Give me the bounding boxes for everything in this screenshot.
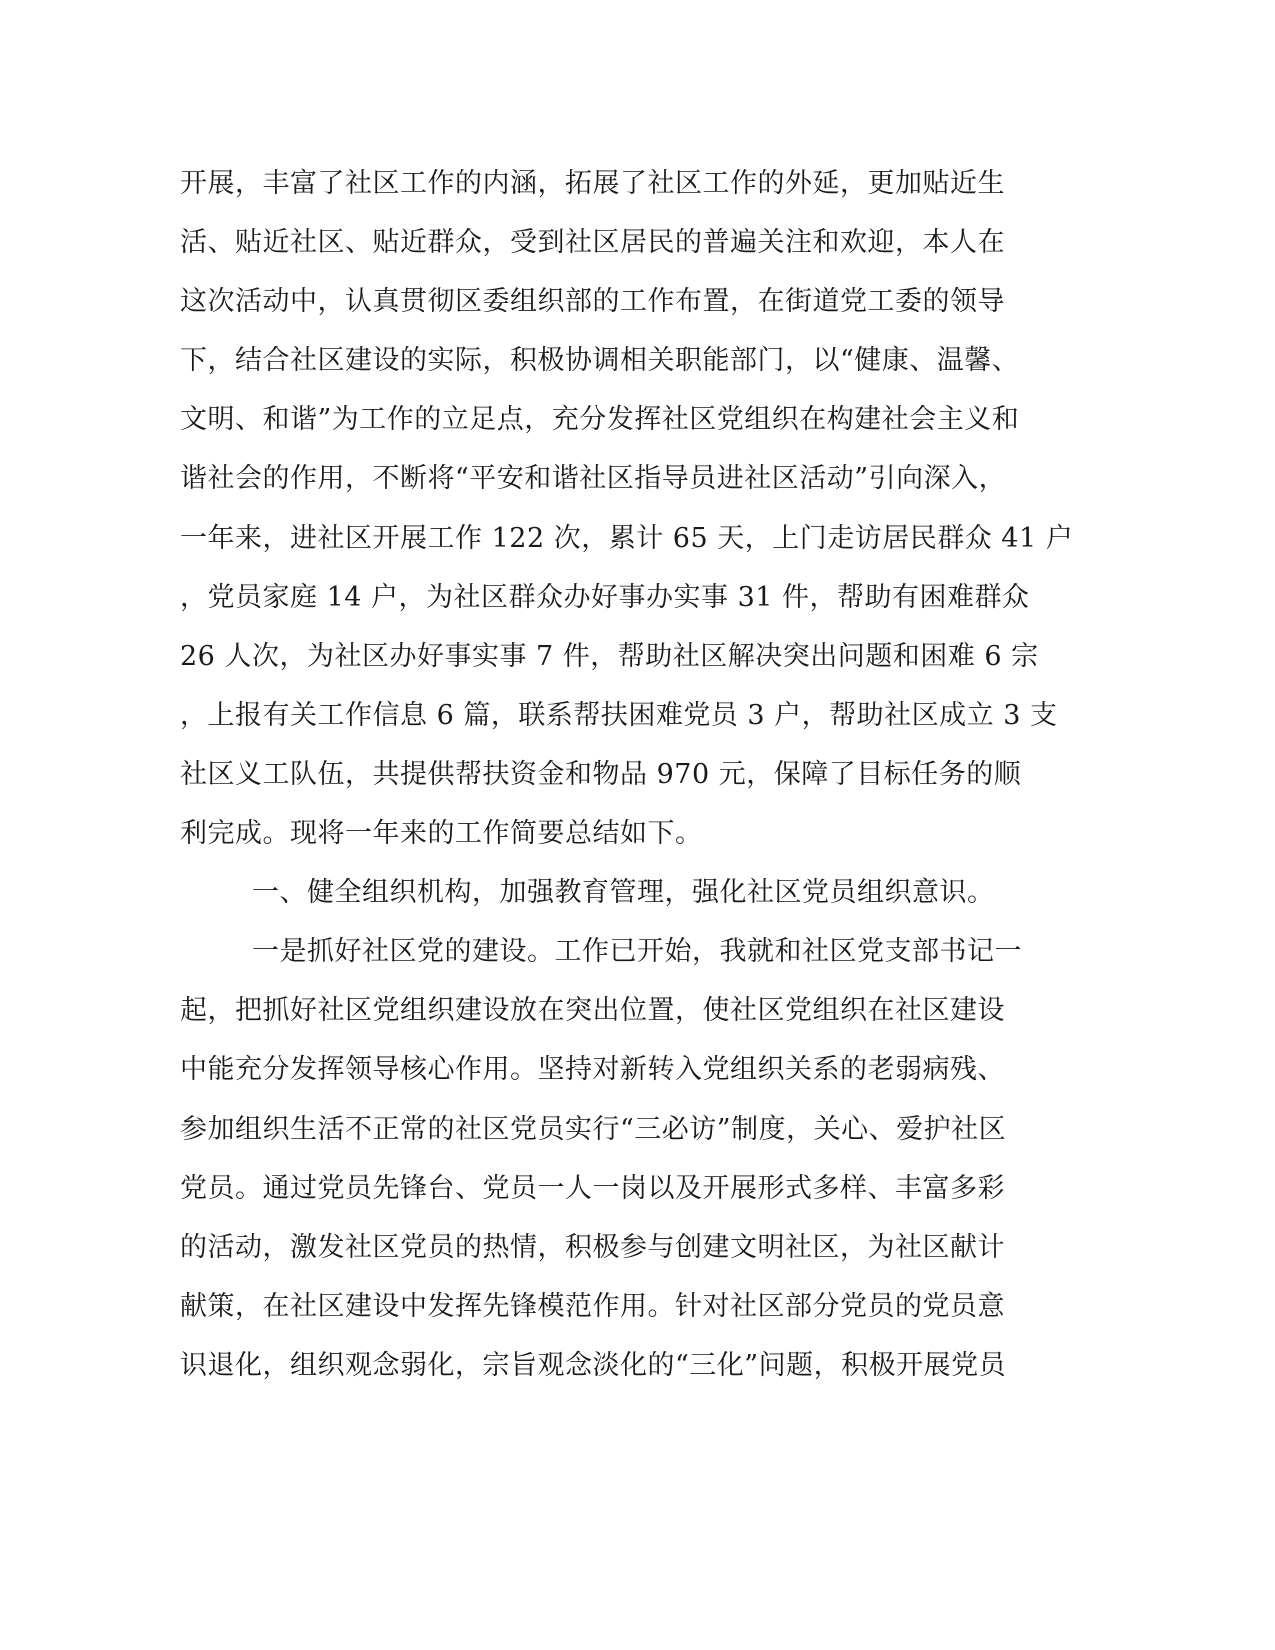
text-line: 中能充分发挥领导核心作用。坚持对新转入党组织关系的老弱病残、 [180, 1054, 1005, 1086]
text-line: 下，结合社区建设的实际，积极协调相关职能部门，以“健康、温馨、 [180, 345, 1020, 377]
text-line: 起，把抓好社区党组织建设放在突出位置，使社区党组织在社区建设 [180, 995, 1005, 1027]
text-line: ，党员家庭 14 户，为社区群众办好事办实事 31 件，帮助有困难群众 [180, 581, 1030, 613]
text-line: 的活动，激发社区党员的热情，积极参与创建文明社区，为社区献计 [180, 1231, 1005, 1263]
text-line: 献策，在社区建设中发挥先锋模范作用。针对社区部分党员的党员意 [180, 1290, 1005, 1322]
text-line: 识退化，组织观念弱化，宗旨观念淡化的“三化”问题，积极开展党员 [180, 1349, 1007, 1381]
text-line: 开展，丰富了社区工作的内涵，拓展了社区工作的外延，更加贴近生 [180, 168, 1005, 199]
document-body [180, 154, 1074, 1395]
text-line: 党员。通过党员先锋台、党员一人一岗以及开展形式多样、丰富多彩 [180, 1172, 1005, 1204]
text-line: 这次活动中，认真贯彻区委组织部的工作布置，在街道党工委的领导 [180, 286, 1005, 318]
section-heading: 一、健全组织机构，加强教育管理，强化社区党员组织意识。 [252, 877, 995, 909]
text-line: 利完成。现将一年来的工作简要总结如下。 [180, 818, 703, 850]
text-line: 谐社会的作用，不断将“平安和谐社区指导员进社区活动”引向深入， [180, 463, 1007, 495]
text-line: 参加组织生活不正常的社区党员实行“三必访”制度，关心、爱护社区 [180, 1113, 1007, 1145]
text-line: 文明、和谐”为工作的立足点，充分发挥社区党组织在构建社会主义和 [180, 404, 1020, 436]
text-line: 一是抓好社区党的建设。工作已开始，我就和社区党支部书记一 [252, 936, 1022, 968]
text-line: 一年来，进社区开展工作 122 次，累计 65 天，上门走访居民群众 41 户 [180, 522, 1074, 554]
text-line: 26 人次，为社区办好事实事 7 件，帮助社区解决突出问题和困难 6 宗 [180, 640, 1039, 672]
text-line: ，上报有关工作信息 6 篇，联系帮扶困难党员 3 户，帮助社区成立 3 支 [180, 699, 1058, 731]
text-line: 活、贴近社区、贴近群众，受到社区居民的普遍关注和欢迎，本人在 [180, 227, 1005, 259]
text-line: 社区义工队伍，共提供帮扶资金和物品 970 元，保障了目标任务的顺 [180, 758, 1022, 790]
